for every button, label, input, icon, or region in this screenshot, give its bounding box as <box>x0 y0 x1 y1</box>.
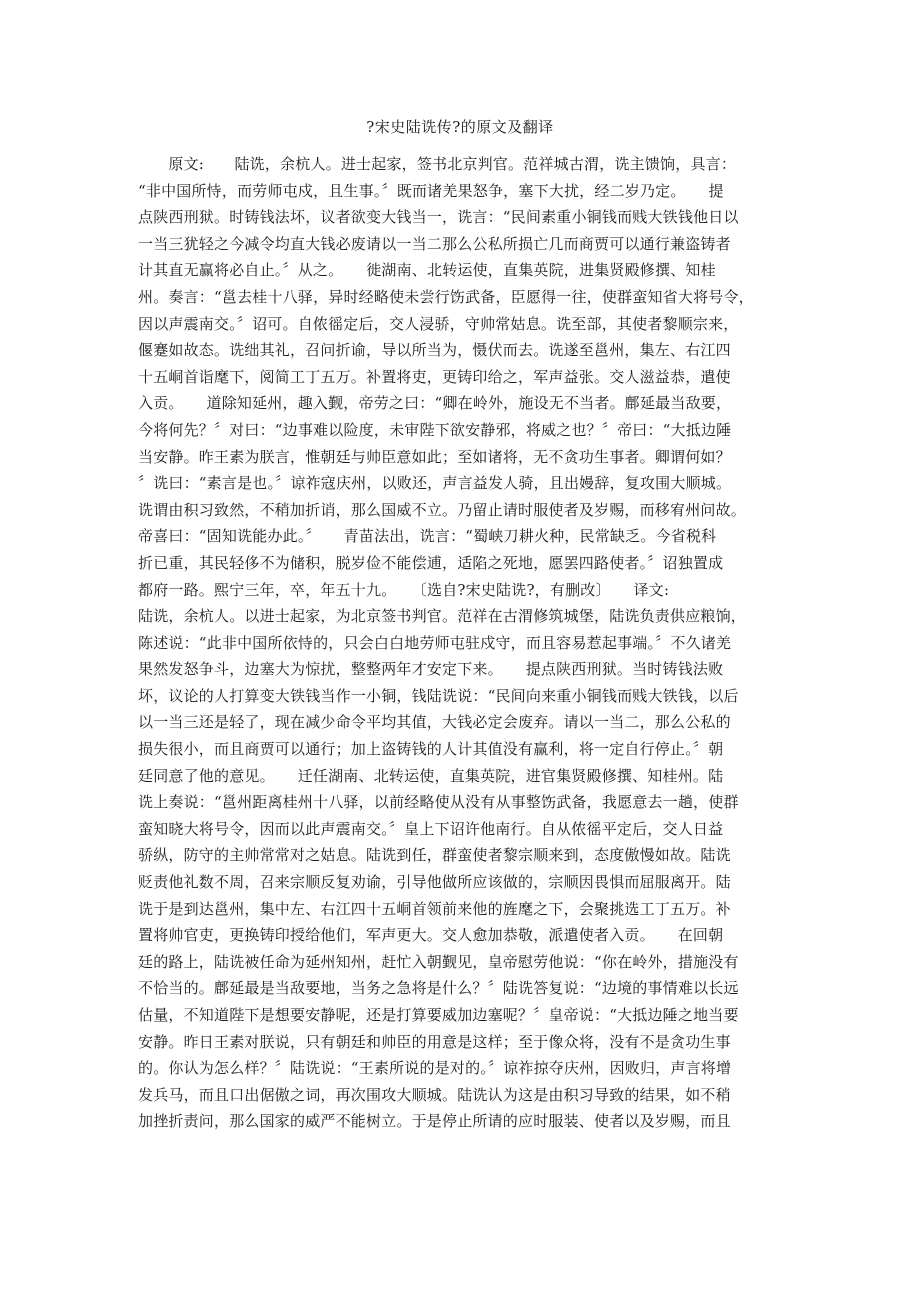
text-line: 廷同意了他的意见。 迁任湖南、北转运使，直集英院，进官集贤殿修撰、知桂州。陆 <box>138 766 724 785</box>
text-line: 诜谓由积习致然，不稍加折诮，那么国威不立。乃留止请时服使者及岁赐，而移宥州问故。 <box>138 500 747 519</box>
text-line: 点陕西刑狱。时铸钱法坏，议者欲变大钱当一，诜言：“民间素重小铜钱而贱大铁钱他日以 <box>138 208 739 227</box>
text-line: 果然发怒争斗，边塞大为惊扰，整整两年才安定下来。 提点陕西刑狱。当时铸钱法败 <box>138 660 724 679</box>
text-line: 陈述说：“此非中国所依恃的，只会白白地劳师屯驻戍守，而且容易惹起事端。〞不久诸羌 <box>138 633 732 652</box>
text-line: 因以声震南交。〞诏可。自侬徭定后，交人浸骄，守帅常姑息。诜至部，其使者黎顺宗来， <box>138 314 739 333</box>
text-line: 〞诜曰：“素言是也。〞谅祚寇庆州，以败还，声言益发人骑，且出嫚辞，复攻围大顺城。 <box>138 474 732 493</box>
text-line: 诜上奏说：“邕州距离桂州十八驿，以前经略使从没有从事整饬武备，我愿意去一趟，使群 <box>138 793 739 812</box>
text-line: 安静。昨日王素对朕说，只有朝廷和帅臣的用意是这样；至于像众将，没有不是贪功生事 <box>138 1032 731 1051</box>
text-line: 的。你认为怎么样？〞陆诜说：“王素所说的是对的。〞谅祚掠夺庆州，因败归，声言将增 <box>138 1059 732 1078</box>
text-line: 以一当三还是轻了，现在减少命令平均其值，大钱必定会废弃。请以一当二，那么公私的 <box>138 713 731 732</box>
text-line: 当安静。昨王素为朕言，惟朝廷与帅臣意如此；至如诸将，无不贪功生事者。卿谓何如？ <box>138 447 731 466</box>
text-line: 不恰当的。鄜延最是当敌要地，当务之急将是什么？〞陆诜答复说：“边境的事情难以长远 <box>138 979 739 998</box>
text-line: 十五峒首诣麾下，阅简工丁五万。补置将吏，更铸印给之，军声益张。交人滋益恭，遣使 <box>138 367 731 386</box>
text-line: 入贡。 道除知延州，趣入觐，帝劳之曰：“卿在岭外，施设无不当者。鄜延最当敌要， <box>138 394 732 413</box>
text-line: 陆诜，余杭人。以进士起家，为北京签书判官。范祥在古渭修筑城堡，陆诜负责供应粮饷， <box>138 607 747 626</box>
text-line: 骄纵，防守的主帅常常对之姑息。陆诜到任，群蛮使者黎宗顺来到，态度傲慢如故。陆诜 <box>138 846 731 865</box>
text-line: 计其直无赢将必自止。〞从之。 徙湖南、北转运使，直集英院，进集贤殿修撰、知桂 <box>138 261 716 280</box>
text-line: 折已重，其民轻侈不为储积，脱岁俭不能偿逋，适陷之死地，愿罢四路使者。〞诏独置成 <box>138 553 724 572</box>
document-body <box>138 151 786 1135</box>
text-line: 诜于是到达邕州，集中左、右江四十五峒首领前来他的旌麾之下，会聚挑选工丁五万。补 <box>138 899 731 918</box>
text-line: 都府一路。熙宁三年，卒，年五十九。 〔选自?宋史陆诜?，有删改〕 译文: <box>138 580 670 599</box>
text-line: 损失很小，而且商贾可以通行；加上盗铸钱的人计其值没有赢利，将一定自行停止。〞朝 <box>138 740 724 759</box>
text-line: 估量，不知道陛下是想要安静呢，还是打算要威加边塞呢？〞皇帝说：“大抵边陲之地当要 <box>138 1006 739 1024</box>
text-line: 偃蹇如故态。诜绌其礼，召问折谕，导以所当为，慑伏而去。诜遂至邕州，集左、右江四 <box>138 341 731 360</box>
text-line: 州。奏言：“邕去桂十八驿，异时经略使未尝行饬武备，臣愿得一往，使群蛮知省大将号令， <box>138 287 754 306</box>
text-line: 发兵马，而且口出倨傲之词，再次围攻大顺城。陆诜认为这是由积习导致的结果，如不稍 <box>138 1085 731 1104</box>
text-line: 廷的路上，陆诜被任命为延州知州，赶忙入朝觐见，皇帝慰劳他说：“你在岭外，措施没有 <box>138 952 739 971</box>
text-line: “非中国所恃，而劳师屯戍，且生事。〞既而诸羌果怒争，塞下大扰，经二岁乃定。 提 <box>138 181 724 200</box>
text-line: 坏，议论的人打算变大铁钱当作一小铜，钱陆诜说：“民间向来重小铜钱而贱大铁钱，以后 <box>138 686 739 705</box>
text-line: 置将帅官吏，更换铸印授给他们，军声更大。交人愈加恭敬，派遣使者入贡。 在回朝 <box>138 926 724 945</box>
text-line: 一当三犹轻之今减令均直大钱必废请以一当二那么公私所损亡几而商贾可以通行兼盗铸者 <box>138 234 731 253</box>
text-line: 帝喜曰：“固知诜能办此。〞 青苗法出，诜言：“蜀峡刀耕火种，民常缺乏。今省税科 <box>138 527 717 546</box>
document-title: ?宋史陆诜传?的原文及翻译 <box>366 118 554 136</box>
text-line: 贬责他礼数不周，召来宗顺反复劝谕，引导他做所应该做的，宗顺因畏惧而屈服离开。陆 <box>138 873 731 892</box>
text-line: 加挫折责问，那么国家的威严不能树立。于是停止所请的应时服装、使者以及岁赐，而且 <box>138 1112 731 1131</box>
text-line: 原文: 陆诜，余杭人。进士起家，签书北京判官。范祥城古渭，诜主馈饷，具言： <box>138 155 737 173</box>
text-line: 蛮知晓大将号令，因而以此声震南交。〞皇上下诏许他南行。自从侬徭平定后，交人日益 <box>138 819 724 838</box>
text-line: 今将何先？〞对曰：“边事难以险度，未审陛下欲安静邪，将威之也？〞帝曰：“大抵边陲 <box>138 420 732 439</box>
